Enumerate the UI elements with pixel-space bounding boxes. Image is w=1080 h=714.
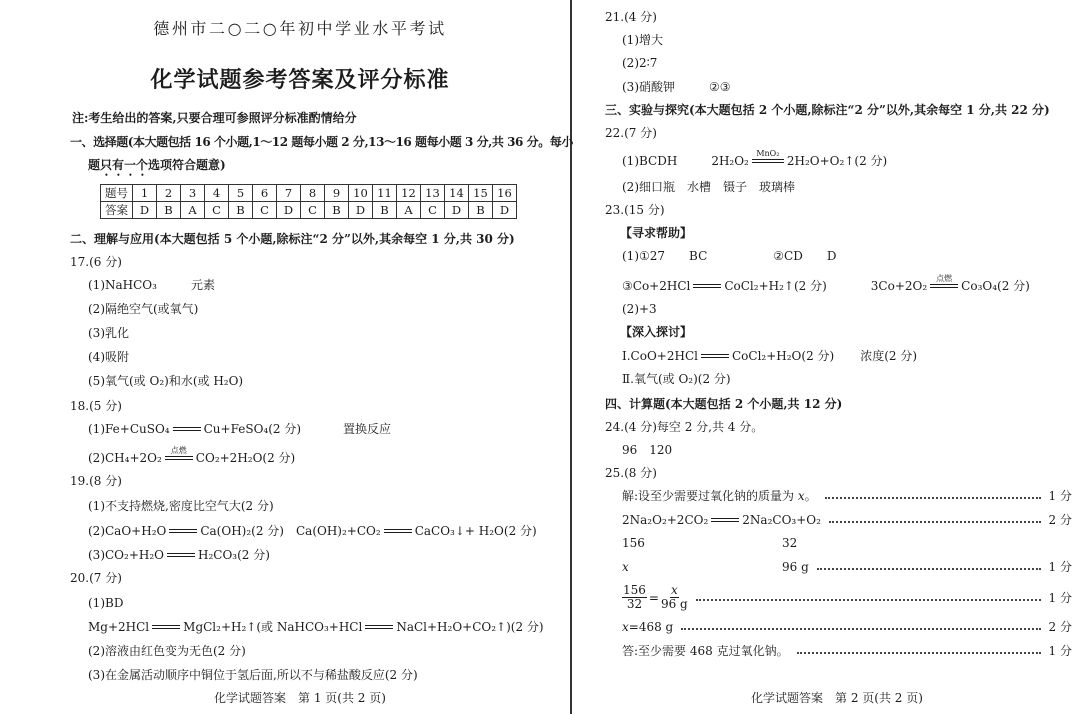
variable-x: x: [622, 560, 629, 574]
q23-answer-2: (2)+3: [622, 302, 657, 316]
section-4-heading: 四、计算题(本大题包括 2 个小题,共 12 分): [605, 397, 843, 411]
molar-mass-value: 156: [622, 536, 645, 550]
answer-cell: B: [325, 202, 349, 219]
step-score: 1 分: [1048, 644, 1072, 658]
q19-heading: 19.(8 分): [70, 474, 122, 488]
q18-heading: 18.(5 分): [70, 399, 122, 413]
solution-text: [622, 488, 817, 504]
scoring-note: 注:考生给出的答案,只要合理可参照评分标准酌情给分: [72, 111, 357, 125]
result: [622, 619, 673, 635]
equation-reactants: Mg+2HCl: [88, 620, 150, 634]
step-score: 1 分: [1048, 560, 1072, 574]
equation-products: CO₂+2H₂O(2 分): [195, 451, 296, 465]
fraction-denominator: 32: [626, 597, 643, 611]
exam-title: 德州市二○二○年初中学业水平考试: [153, 19, 447, 38]
question-number-cell: 10: [349, 185, 373, 202]
answer-text: ②CD: [773, 249, 803, 263]
question-number-cell: 16: [493, 185, 517, 202]
heading-text: 题: [88, 158, 101, 172]
answer-cell: D: [349, 202, 373, 219]
question-number-cell: 12: [397, 185, 421, 202]
equation-reactants: 3Co+2O₂: [870, 279, 928, 293]
equation-products: Co₃O₄(2 分): [961, 279, 1030, 293]
answer-cell: C: [253, 202, 277, 219]
solution-text-part: 。: [804, 489, 817, 503]
q17-answer-4: (4)吸附: [88, 350, 129, 364]
q25-step-7: [622, 643, 1072, 659]
question-number-cell: 8: [301, 185, 325, 202]
q23-answer-equations: [622, 273, 1030, 294]
reaction-equals-sign: [711, 518, 739, 522]
final-answer: 答:至少需要 468 克过氧化钠。: [622, 644, 789, 658]
heading-text: 选项符合题意): [148, 158, 226, 172]
equation-reactants: (2)CaO+H₂O: [88, 524, 167, 538]
molar-mass-value: 32: [782, 536, 798, 550]
answer-cell: D: [277, 202, 301, 219]
dotted-leader: [797, 652, 1041, 654]
equation-reactants: Ca(OH)₂+CO₂: [295, 524, 381, 538]
question-number-cell: 4: [205, 185, 229, 202]
reaction-equals-sign: [930, 273, 958, 288]
q21-answer-2: (2)2∶7: [622, 56, 658, 70]
answer-cell: B: [469, 202, 493, 219]
equation-products: MgCl₂+H₂↑(或 NaHCO₃+HCl: [183, 620, 363, 634]
step-score: 1 分: [1048, 489, 1072, 503]
q20-answer-2: (2)溶液由红色变为无色(2 分): [88, 644, 246, 658]
section-1-heading: 一、选择题(本大题包括 16 个小题,1～12 题每小题 2 分,13～16 题每小题 3 分,共 36 分。每小: [70, 135, 573, 149]
q25-step-4: [622, 559, 1072, 575]
dotted-leader: [817, 568, 1041, 570]
answer-cell: D: [493, 202, 517, 219]
equation-reactants: ③Co+2HCl: [622, 279, 691, 293]
equation-products: H₂CO₃(2 分): [198, 548, 270, 562]
fraction-denominator: 96 g: [660, 597, 688, 611]
q20-answer-1: (1)BD: [88, 596, 124, 610]
fraction: [661, 584, 688, 611]
q17-heading: 17.(6 分): [70, 255, 122, 269]
reaction-equals-sign: [752, 148, 784, 163]
answer-cell: C: [301, 202, 325, 219]
q23-answer-i: [622, 348, 917, 364]
question-number-cell: 5: [229, 185, 253, 202]
step-score: 2 分: [1048, 620, 1072, 634]
equation-reactants: (1)Fe+CuSO₄: [88, 422, 170, 436]
answer-text: 120: [649, 443, 673, 457]
answer-text: (1)BCDH: [622, 154, 678, 168]
answer-cell: B: [229, 202, 253, 219]
q25-step-2: [622, 512, 1072, 528]
answer-text: 96: [622, 443, 638, 457]
section-3-heading: 三、实验与探究(本大题包括 2 个小题,除标注“2 分”以外,其余每空 1 分,共 22 分): [605, 103, 1050, 117]
step-score: 1 分: [1048, 590, 1072, 605]
answer-text: D: [826, 249, 837, 263]
q17-answer-5: (5)氧气(或 O₂)和水(或 H₂O): [88, 374, 244, 388]
question-number-cell: 9: [325, 185, 349, 202]
fraction: [622, 584, 647, 611]
question-number-cell: 1: [133, 185, 157, 202]
q25-step-5: [622, 584, 1072, 611]
equation-products: Cu+FeSO₄(2 分): [203, 422, 302, 436]
solution-text-part: 解:设至少需要过氧化钠的质量为: [622, 489, 798, 503]
dotted-leader: [681, 628, 1040, 630]
equation-products: Ca(OH)₂(2 分): [200, 524, 284, 538]
answer-text: BC: [689, 249, 708, 263]
answer-cell: A: [397, 202, 421, 219]
q25-heading: 25.(8 分): [605, 466, 657, 480]
q21-heading: 21.(4 分): [605, 10, 657, 24]
dotted-leader: [825, 497, 1041, 499]
answer-cell: C: [205, 202, 229, 219]
equation-reactants: 2Na₂O₂+2CO₂: [622, 513, 709, 527]
answer-text: (1)①27: [622, 249, 666, 263]
equation-products: 2H₂O+O₂↑(2 分): [786, 154, 888, 168]
equation-products: 2Na₂CO₃+O₂: [742, 513, 821, 527]
answer-cell: C: [421, 202, 445, 219]
page-footer: 化学试题答案 第 2 页(共 2 页): [751, 691, 923, 705]
answer-text: (1)NaHCO₃: [88, 278, 157, 292]
q24-heading: 24.(4 分)每空 2 分,共 4 分。: [605, 420, 764, 434]
step-score: 2 分: [1048, 513, 1072, 527]
question-number-cell: 15: [469, 185, 493, 202]
q17-answer-3: (3)乳化: [88, 326, 129, 340]
q22-heading: 22.(7 分): [605, 126, 657, 140]
fraction-numerator: 156: [623, 583, 646, 597]
variable-x: x: [797, 489, 805, 503]
question-number-cell: 6: [253, 185, 277, 202]
q20-heading: 20.(7 分): [70, 571, 122, 585]
question-number-cell: 11: [373, 185, 397, 202]
reaction-condition: 点燃: [936, 273, 953, 283]
page-footer: 化学试题答案 第 1 页(共 2 页): [214, 691, 386, 705]
q24-answers: [622, 442, 672, 458]
q25-step-1: [622, 488, 1072, 504]
answer-text: (3)硝酸钾: [622, 80, 675, 94]
equation-products: CoCl₂+H₂O(2 分): [731, 349, 835, 363]
equals-sign: =: [648, 590, 659, 605]
q23-answer-ii: Ⅱ.氧气(或 O₂)(2 分): [622, 372, 731, 386]
table-row-label: 题号: [101, 185, 133, 202]
q20-answer-3: (3)在金属活动顺序中铜位于氢后面,所以不与稀盐酸反应(2 分): [88, 668, 418, 682]
equation-products: NaCl+H₂O+CO₂↑)(2 分): [396, 620, 544, 634]
document-title: 化学试题参考答案及评分标准: [150, 67, 450, 93]
equation: [622, 512, 821, 528]
answer-cell: B: [157, 202, 181, 219]
answer-cell: B: [373, 202, 397, 219]
answer-text: 元素: [190, 278, 215, 292]
question-number-cell: 3: [181, 185, 205, 202]
answer-cell: D: [133, 202, 157, 219]
q21-answer-1: (1)增大: [622, 33, 663, 47]
reaction-equals-sign: [693, 284, 721, 288]
q22-answer-2: (2)细口瓶 水槽 镊子 玻璃棒: [622, 180, 795, 194]
variable-x: x: [622, 620, 629, 634]
dotted-leader: [696, 599, 1041, 601]
reaction-catalyst: MnO₂: [756, 148, 780, 158]
q22-answer-1: [622, 148, 888, 169]
question-number-cell: 7: [277, 185, 301, 202]
equation-reactants: (3)CO₂+H₂O: [88, 548, 164, 562]
subsection-help: 【寻求帮助】: [620, 226, 693, 240]
dotted-leader: [829, 521, 1041, 523]
q25-step-6: [622, 619, 1072, 635]
equation-products: CoCl₂+H₂↑(2 分): [724, 279, 827, 293]
reaction-type: 置换反应: [343, 422, 392, 436]
q17-answer-2: (2)隔绝空气(或氧气): [88, 302, 199, 316]
equation-reactants: (2)CH₄+2O₂: [88, 451, 162, 465]
q23-answer-1: [622, 248, 836, 264]
answer-cell: A: [181, 202, 205, 219]
answer-cell: D: [445, 202, 469, 219]
reaction-equals-sign: [701, 354, 729, 358]
answer-text: ②③: [709, 80, 731, 94]
question-number-cell: 13: [421, 185, 445, 202]
emphasized-text: 只有一个: [100, 158, 149, 172]
mass-value: 96 g: [782, 560, 809, 574]
subsection-deep-dive: 【深入探讨】: [620, 325, 693, 339]
equation-reactants: 2H₂O₂: [711, 154, 749, 168]
result-value: =468 g: [628, 620, 674, 634]
section-2-heading: 二、理解与应用(本大题包括 5 个小题,除标注“2 分”以外,其余每空 1 分,共 30 分): [70, 232, 515, 246]
q25-step-3: [622, 535, 1072, 551]
question-number-cell: 14: [445, 185, 469, 202]
equation-reactants: Ⅰ.CoO+2HCl: [622, 349, 698, 363]
fraction-numerator: x: [670, 583, 678, 597]
equation-products: CaCO₃↓+ H₂O(2 分): [414, 524, 537, 538]
answer-text: 浓度(2 分): [860, 349, 918, 363]
q19-answer-1: (1)不支持燃烧,密度比空气大(2 分): [88, 499, 274, 513]
reaction-condition: 点燃: [170, 445, 187, 455]
q21-answer-3: [622, 79, 731, 95]
q23-heading: 23.(15 分): [605, 203, 665, 217]
table-row-label: 答案: [101, 202, 133, 219]
question-number-cell: 2: [157, 185, 181, 202]
